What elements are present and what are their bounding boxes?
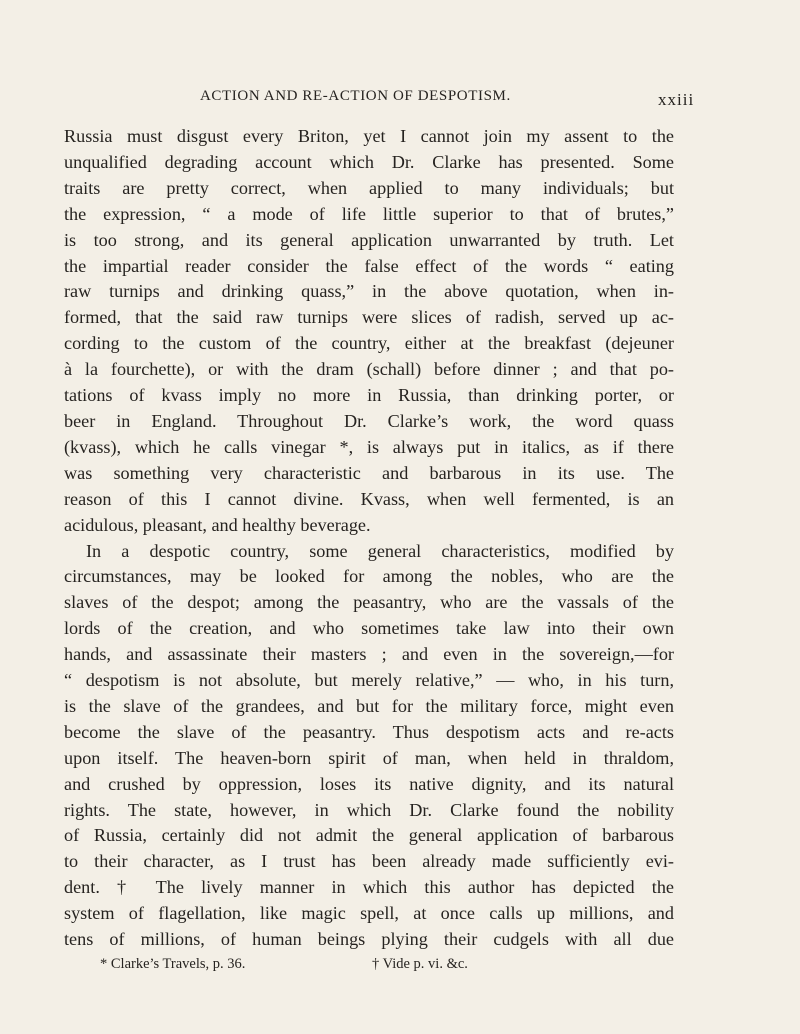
text-line: dent. † The lively manner in which this author has depicted the — [64, 877, 674, 898]
text-line: the expression, “ a mode of life little superior to that of brutes,” — [64, 203, 674, 224]
text-line: to their character, as I trust has been already made sufficiently evi- — [64, 851, 674, 872]
text-line: unqualified degrading account which Dr. Clarke has presented. Some — [64, 151, 674, 172]
running-head: ACTION AND RE-ACTION OF DESPOTISM. — [200, 88, 511, 104]
text-line: (kvass), which he calls vinegar *, is always put in italics, as if there — [64, 436, 674, 457]
text-line: is the slave of the grandees, and but for the military force, might even — [64, 695, 674, 716]
text-line: raw turnips and drinking quass,” in the above quotation, when in- — [64, 281, 674, 302]
body-text — [64, 124, 674, 953]
text-line: traits are pretty correct, when applied to many individuals; but — [64, 177, 674, 198]
text-line: of Russia, certainly did not admit the general application of barbarous — [64, 825, 674, 846]
text-line: lords of the creation, and who sometimes take law into their own — [64, 618, 674, 639]
text-line: upon itself. The heaven-born spirit of man, when held in thraldom, — [64, 747, 674, 768]
text-line: system of flagellation, like magic spell, at once calls up millions, and — [64, 903, 674, 924]
text-line: à la fourchette), or with the dram (schall) before dinner ; and that po- — [64, 359, 674, 380]
footnote-vide: † Vide p. vi. &c. — [372, 956, 468, 972]
text-line: “ despotism is not absolute, but merely relative,” — who, in his turn, — [64, 670, 674, 691]
text-line: and crushed by oppression, loses its native dignity, and its natural — [64, 773, 674, 794]
text-line: acidulous, pleasant, and healthy beverage. — [64, 514, 371, 535]
text-line: reason of this I cannot divine. Kvass, when well fermented, is an — [64, 488, 674, 509]
text-line: rights. The state, however, in which Dr. Clarke found the nobility — [64, 799, 674, 820]
text-line: circumstances, may be looked for among the nobles, who are the — [64, 566, 674, 587]
text-line: In a despotic country, some general characteristics, modified by — [86, 540, 674, 561]
text-line: tens of millions, of human beings plying their cudgels with all due — [64, 929, 674, 950]
text-line: the impartial reader consider the false effect of the words “ eating — [64, 255, 674, 276]
text-line: formed, that the said raw turnips were slices of radish, served up ac- — [64, 307, 674, 328]
text-line: was something very characteristic and barbarous in its use. The — [64, 462, 674, 483]
text-line: slaves of the despot; among the peasantry, who are the vassals of the — [64, 592, 674, 613]
text-line: become the slave of the peasantry. Thus despotism acts and re-acts — [64, 721, 674, 742]
text-line: is too strong, and its general application unwarranted by truth. Let — [64, 229, 674, 250]
text-line: hands, and assassinate their masters ; and even in the sovereign,—for — [64, 644, 674, 665]
text-line: Russia must disgust every Briton, yet I cannot join my assent to the — [64, 126, 674, 146]
page-number: xxiii — [658, 90, 695, 109]
text-line: cording to the custom of the country, either at the breakfast (dejeuner — [64, 333, 674, 354]
footnote-clarke-travels: * Clarke’s Travels, p. 36. — [100, 956, 246, 972]
text-line: tations of kvass imply no more in Russia, than drinking porter, or — [64, 385, 674, 406]
text-line: beer in England. Throughout Dr. Clarke’s work, the word quass — [64, 410, 674, 431]
